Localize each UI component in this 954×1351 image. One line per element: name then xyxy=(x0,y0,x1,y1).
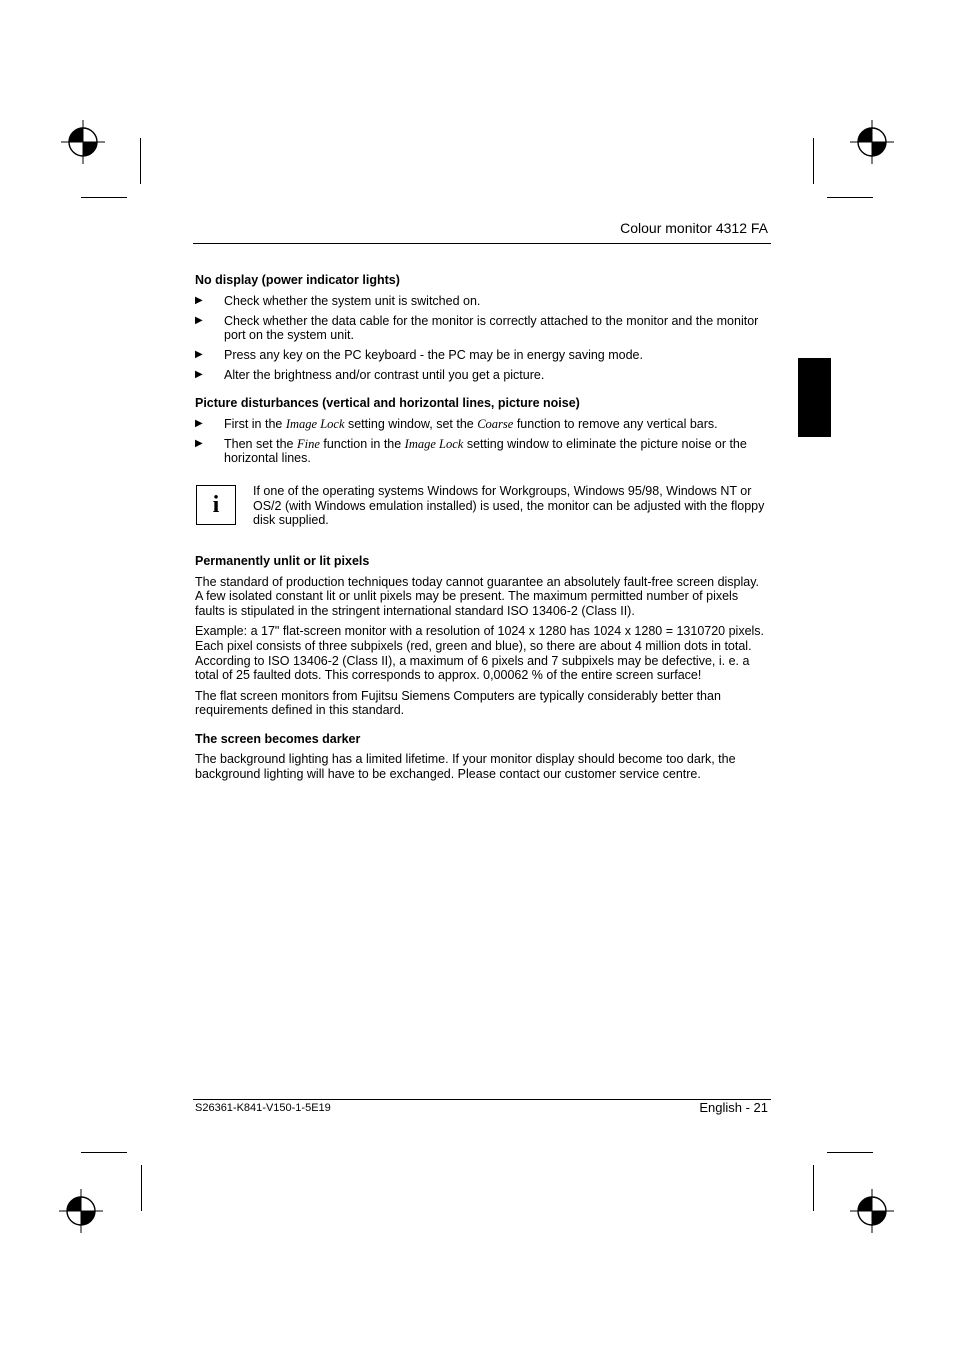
list-item: ▶ First in the Image Lock setting window, set the Coarse function to remove any vertical bars. xyxy=(195,416,718,431)
list-item: ▶ Alter the brightness and/or contrast until you get a picture. xyxy=(195,368,545,383)
registration-mark-icon xyxy=(850,120,894,164)
arrow-bullet-icon: ▶ xyxy=(195,369,203,381)
arrow-bullet-icon: ▶ xyxy=(195,314,203,326)
list-item: ▶ Check whether the system unit is switched on. xyxy=(195,293,481,308)
crop-mark xyxy=(141,1165,142,1211)
page-number: English - 21 xyxy=(699,1100,768,1115)
section-heading-darker: The screen becomes darker xyxy=(195,731,361,746)
crop-mark xyxy=(140,138,141,184)
list-item: ▶ Then set the Fine function in the Image Lock setting window to eliminate the picture noise or the horizontal lines. xyxy=(195,436,747,466)
section-heading-pixels: Permanently unlit or lit pixels xyxy=(195,553,370,568)
crop-mark xyxy=(827,1152,873,1153)
function-name: Coarse xyxy=(477,416,514,431)
page-content xyxy=(195,273,769,788)
section-heading-disturbances: Picture disturbances (vertical and horizontal lines, picture noise) xyxy=(195,396,580,411)
disturbances-checklist xyxy=(195,417,769,466)
chapter-thumb-tab xyxy=(798,358,831,437)
arrow-bullet-icon: ▶ xyxy=(195,417,203,429)
info-note-text: If one of the operating systems Windows for Workgroups, Windows 95/98, Windows NT or OS/2 (with Windows emulation installed) is used, the monitor can be adjusted with the floppy disk supplied. xyxy=(253,483,765,528)
pixels-example-paragraph: Example: a 17" flat-screen monitor with a resolution of 1024 x 1280 has 1024 x 1280 = 1310720 pixels. Each pixel consists of three subpixels (red, green and blue), so there are about 4 million dots in total. xyxy=(195,624,765,653)
crop-mark xyxy=(827,197,873,198)
info-icon: i xyxy=(196,485,236,525)
crop-mark xyxy=(813,1165,814,1211)
crop-mark xyxy=(81,197,127,198)
pixels-paragraph: The standard of production techniques today cannot guarantee an absolutely fault-free screen display. A few isolated constant lit or unlit pixels may be present. The maximum permitted number of pixels faults is stipulated in the stringent international standard ISO 13406-2 (Class II). xyxy=(195,574,760,618)
document-id: S26361-K841-V150-1-5E19 xyxy=(195,1102,331,1114)
info-note xyxy=(195,484,769,528)
footer-divider xyxy=(193,1099,771,1100)
darker-paragraph: The background lighting has a limited lifetime. If your monitor display should become too dark, the background lighting will have to be exchanged. Please contact our customer service centre. xyxy=(195,752,736,782)
list-item: ▶ Press any key on the PC keyboard - the PC may be in energy saving mode. xyxy=(195,348,643,363)
pixels-iso-paragraph: According to ISO 13406-2 (Class II), a maximum of 6 pixels and 7 subpixels may be defective, i. e. a total of 25 faulted dots. This corresponds to approx. 0,00062 % of the entire screen surface! xyxy=(195,653,750,683)
setting-window-name: Image Lock xyxy=(404,436,464,451)
section-heading-no-display: No display (power indicator lights) xyxy=(195,273,400,287)
setting-window-name: Image Lock xyxy=(285,416,345,431)
crop-mark xyxy=(81,1152,127,1153)
page-header-title: Colour monitor 4312 FA xyxy=(620,220,768,236)
arrow-bullet-icon: ▶ xyxy=(195,437,203,449)
crop-mark xyxy=(813,138,814,184)
list-item: ▶ Check whether the data cable for the monitor is correctly attached to the monitor and the monitor port on the system unit. xyxy=(195,313,759,343)
pixels-quality-paragraph: The flat screen monitors from Fujitsu Siemens Computers are typically considerably better than requirements defined in this standard. xyxy=(195,688,721,718)
registration-mark-icon xyxy=(59,1189,103,1233)
header-divider xyxy=(193,243,771,244)
registration-mark-icon xyxy=(61,120,105,164)
arrow-bullet-icon: ▶ xyxy=(195,349,203,361)
no-display-checklist xyxy=(195,294,769,383)
registration-mark-icon xyxy=(850,1189,894,1233)
function-name: Fine xyxy=(296,436,320,451)
arrow-bullet-icon: ▶ xyxy=(195,294,203,306)
